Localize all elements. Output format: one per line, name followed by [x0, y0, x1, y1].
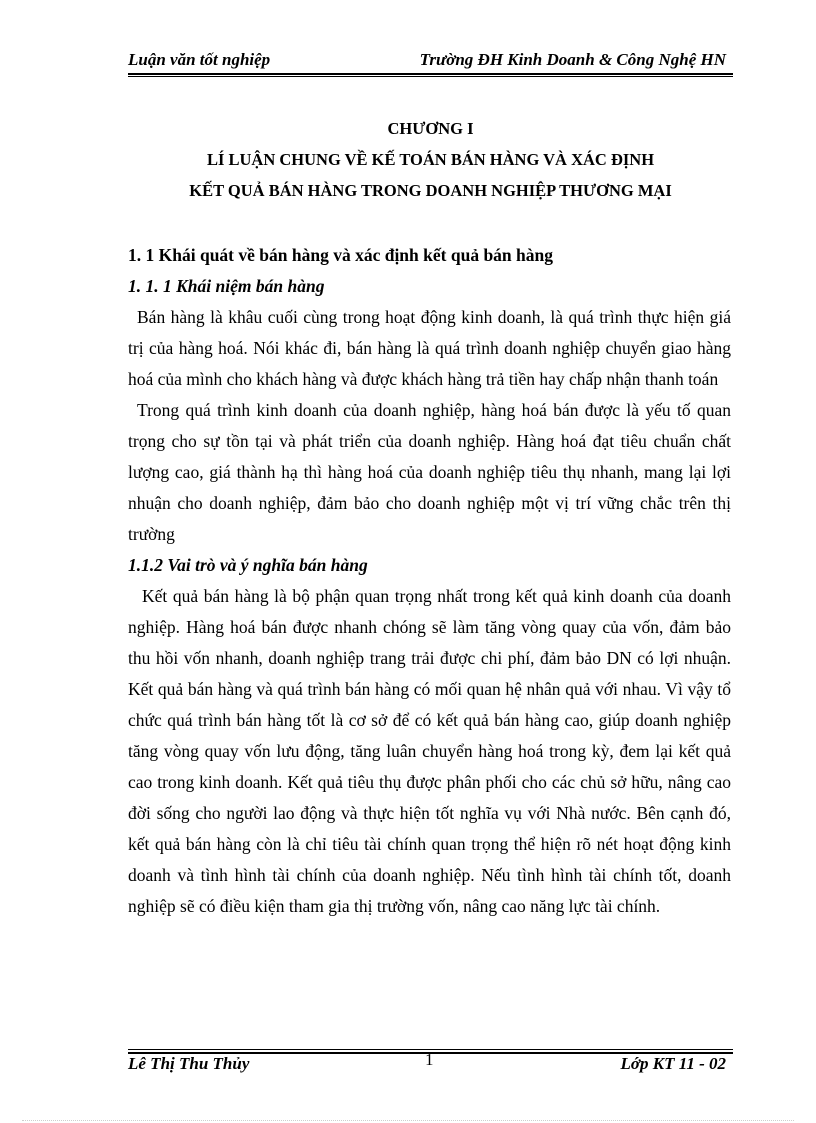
header-rule-thin	[128, 76, 733, 77]
chapter-title-line-1: LÍ LUẬN CHUNG VỀ KẾ TOÁN BÁN HÀNG VÀ XÁC ĐỊNH	[206, 150, 655, 169]
page-footer	[128, 1050, 730, 1078]
subsection-heading-1: 1. 1. 1 Khái niệm bán hàng	[128, 276, 325, 296]
page-header	[128, 50, 730, 72]
footer-page-number: 1	[425, 1050, 434, 1069]
page-bottom-border	[22, 1120, 794, 1121]
chapter-title-block	[128, 113, 733, 206]
subsection-heading-2: 1.1.2 Vai trò và ý nghĩa bán hàng	[128, 555, 368, 575]
header-thesis-label: Luận văn tốt nghiệp	[128, 50, 271, 69]
paragraph-1: Bán hàng là khâu cuối cùng trong hoạt động kinh doanh, là quá trình thực hiện giá trị của hàng hoá. Nói khác đi, bán hàng là quá trình doanh nghiệp chuyển giao hàng hoá của mình cho khách hàng và được khách hàng trả tiền hay chấp nhận thanh toán	[128, 307, 731, 389]
header-university-name: Trường ĐH Kinh Doanh & Công Nghệ HN	[419, 50, 726, 69]
paragraph-2: Trong quá trình kinh doanh của doanh nghiệp, hàng hoá bán được là yếu tố quan trọng cho sự tồn tại và phát triển của doanh nghiệp. Hàng hoá đạt tiêu chuẩn chất lượng cao, giá thành hạ thì hàng hoá của doanh nghiệp tiêu thụ nhanh, mang lại lợi nhuận cho doanh nghiệp, đảm bảo cho doanh nghiệp một vị trí vững chắc trên thị trường	[128, 400, 731, 544]
header-rule	[128, 73, 733, 75]
footer-author: Lê Thị Thu Thủy	[128, 1054, 250, 1073]
footer-class: Lớp KT 11 - 02	[620, 1054, 726, 1073]
chapter-number: CHƯƠNG I	[387, 119, 474, 138]
section-heading: 1. 1 Khái quát về bán hàng và xác định kết quả bán hàng	[128, 245, 553, 265]
page-body	[128, 240, 731, 922]
chapter-title-line-2: KẾT QUẢ BÁN HÀNG TRONG DOANH NGHIỆP THƯƠNG MẠI	[189, 181, 672, 200]
paragraph-3: Kết quả bán hàng là bộ phận quan trọng nhất trong kết quả kinh doanh của doanh nghiệp. Hàng hoá bán được nhanh chóng sẽ làm tăng vòng quay của vốn, đảm bảo thu hồi vốn nhanh, doanh nghiệp trang trải được chi phí, đảm bảo DN có lợi nhuận. Kết quả bán hàng và quá trình bán hàng có mối quan hệ nhân quả với nhau. Vì vậy tổ chức quá trình bán hàng tốt là cơ sở để có kết quả bán hàng cao, giúp doanh nghiệp tăng vòng quay vốn lưu động, tăng luân chuyển hàng hoá trong kỳ, đem lại kết quả cao trong kinh doanh. Kết quả tiêu thụ được phân phối cho các chủ sở hữu, nâng cao đời sống cho người lao động và thực hiện tốt nghĩa vụ với Nhà nước. Bên cạnh đó, kết quả bán hàng còn là chỉ tiêu tài chính quan trọng thể hiện rõ nét hoạt động kinh doanh và tình hình tài chính của doanh nghiệp. Nếu tình hình tài chính tốt, doanh nghiệp sẽ có điều kiện tham gia thị trường vốn, nâng cao năng lực tài chính.	[128, 586, 731, 916]
